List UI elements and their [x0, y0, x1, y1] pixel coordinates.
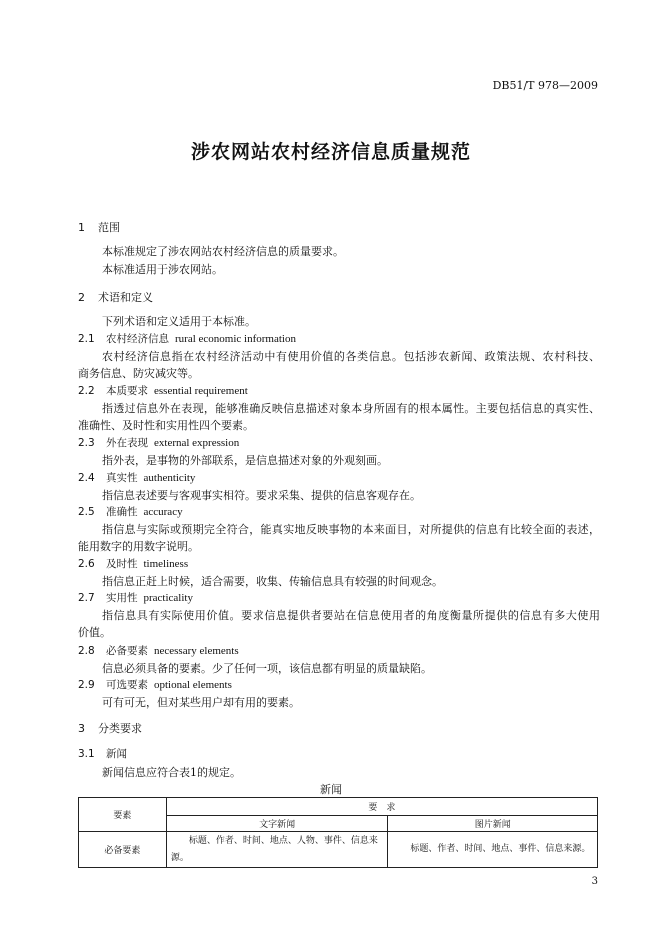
term-number: 2.1: [78, 333, 95, 345]
row-label: 必备要素: [79, 832, 167, 868]
section-number: 2: [78, 291, 85, 304]
paragraph: 下列术语和定义适用于本标准。: [102, 315, 256, 328]
definition-line: 指外表，是事物的外部联系，是信息描述对象的外观刻画。: [102, 454, 388, 467]
term-number: 2.2: [78, 385, 95, 397]
term-number: 2.6: [78, 558, 95, 570]
cell-photo-news: [388, 832, 598, 868]
requirements-table: [78, 797, 598, 868]
term-en: timeliness: [143, 558, 189, 570]
term-cn: 农村经济信息: [106, 333, 169, 345]
term-cn: 本质要求: [106, 385, 148, 397]
term-number: 2.4: [78, 472, 95, 484]
term-heading: [78, 435, 239, 450]
header-element: 要素: [79, 798, 167, 832]
term-heading: [78, 677, 232, 692]
section-heading: [78, 219, 120, 235]
term-cn: 准确性: [106, 506, 138, 518]
definition-line: 可有可无，但对某些用户却有用的要素。: [102, 696, 300, 709]
term-heading: [78, 504, 183, 519]
term-cn: 外在表现: [106, 437, 148, 449]
definition-line: 指信息表述要与客观事实相符。要求采集、提供的信息客观存在。: [102, 489, 421, 502]
section-title: 术语和定义: [98, 291, 153, 304]
term-heading: [78, 590, 193, 605]
term-cn: 实用性: [106, 592, 138, 604]
term-en: optional elements: [154, 679, 232, 691]
term-heading: [78, 383, 248, 398]
cell-text: 标题、作者、时间、地点、人物、事件、信息来源。: [170, 835, 378, 863]
header-requirement: 要 求: [166, 798, 597, 816]
term-cn: 及时性: [106, 558, 138, 570]
definition-line: 指信息与实际或预期完全符合，能真实地反映事物的本来面目，对所提供的信息有比较全面的表述，: [102, 523, 600, 536]
paragraph: 新闻信息应符合表1的规定。: [102, 766, 241, 779]
term-en: rural economic information: [175, 333, 296, 345]
term-number: 2.9: [78, 679, 95, 691]
section-title: 分类要求: [98, 722, 142, 735]
section-heading: [78, 289, 153, 305]
term-heading: [78, 331, 296, 346]
page-number: 3: [591, 876, 598, 887]
header-photo-news: 图片新闻: [388, 816, 598, 832]
subsection-number: 3.1: [78, 748, 95, 760]
paragraph: 本标准适用于涉农网站。: [102, 263, 223, 276]
definition-line: 能用数字的用数字说明。: [78, 540, 199, 553]
term-en: accuracy: [143, 506, 183, 518]
definition-line: 农村经济信息指在农村经济活动中有使用价值的各类信息。包括涉农新闻、政策法规、农村科技、: [102, 350, 600, 363]
term-en: authenticity: [143, 472, 196, 484]
definition-line: 指透过信息外在表现，能够准确反映信息描述对象本身所固有的根本属性。主要包括信息的真实性、: [102, 402, 600, 415]
term-cn: 真实性: [106, 472, 138, 484]
section-number: 1: [78, 221, 85, 234]
term-en: practicality: [143, 592, 193, 604]
cell-text: 标题、作者、时间、地点、事件、信息来源。: [410, 844, 591, 854]
table-caption: 新闻: [320, 783, 342, 796]
paragraph: 本标准规定了涉农网站农村经济信息的质量要求。: [102, 245, 344, 258]
cell-text-news: [166, 832, 388, 868]
subsection-heading: [78, 746, 127, 761]
page-title: 涉农网站农村经济信息质量规范: [190, 141, 471, 163]
section-heading: [78, 720, 142, 736]
term-en: essential requirement: [154, 385, 248, 397]
doc-code: DB51/T 978—2009: [492, 79, 598, 92]
term-number: 2.7: [78, 592, 95, 604]
header-text-news: 文字新闻: [166, 816, 388, 832]
definition-line: 商务信息、防灾减灾等。: [78, 367, 199, 380]
definition-line: 准确性、及时性和实用性四个要素。: [78, 419, 254, 432]
definition-line: 信息必须具备的要素。少了任何一项，该信息都有明显的质量缺陷。: [102, 662, 432, 675]
term-number: 2.3: [78, 437, 95, 449]
term-cn: 可选要素: [106, 679, 148, 691]
term-cn: 必备要素: [106, 645, 148, 657]
section-number: 3: [78, 722, 85, 735]
term-en: external expression: [154, 437, 240, 449]
term-heading: [78, 470, 195, 485]
section-title: 范围: [98, 221, 120, 234]
term-number: 2.8: [78, 645, 95, 657]
definition-line: 指信息正赶上时候，适合需要，收集、传输信息具有较强的时间观念。: [102, 575, 443, 588]
subsection-title: 新闻: [106, 748, 127, 760]
term-en: necessary elements: [154, 645, 239, 657]
definition-line: 指信息具有实际使用价值。要求信息提供者要站在信息使用者的角度衡量所提供的信息有多大使用: [102, 609, 600, 622]
term-heading: [78, 556, 188, 571]
term-number: 2.5: [78, 506, 95, 518]
term-heading: [78, 643, 239, 658]
definition-line: 价值。: [78, 626, 111, 639]
